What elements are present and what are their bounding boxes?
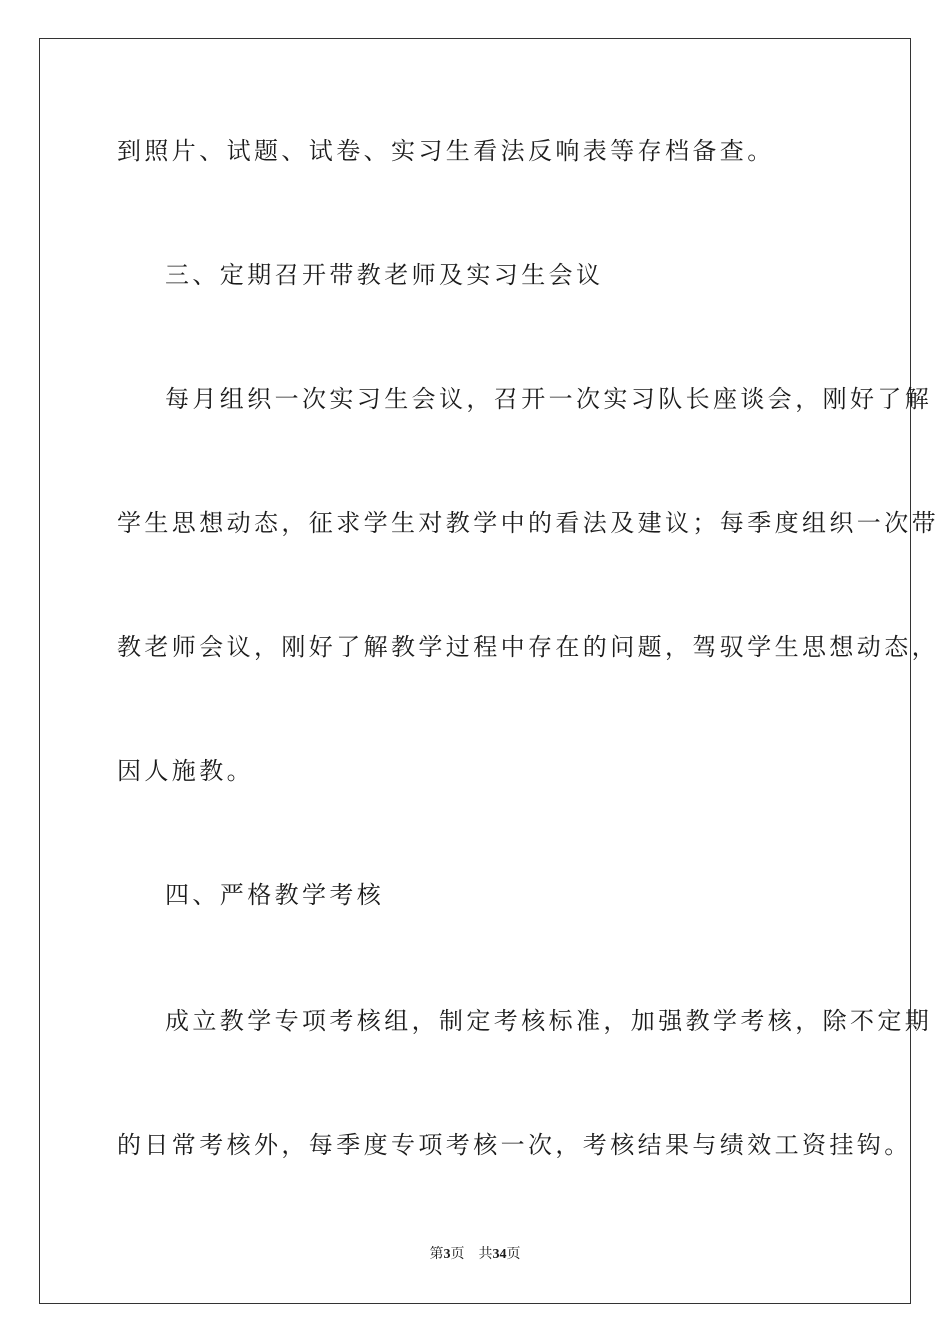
page-number: 3: [443, 1247, 451, 1262]
paragraph-line-1: 到照片、试题、试卷、实习生看法反响表等存档备查。: [117, 137, 775, 165]
section-heading-3: 三、定期召开带教老师及实习生会议: [165, 261, 604, 289]
paragraph-line-3: 学生思想动态，征求学生对教学中的看法及建议；每季度组织一次带: [117, 509, 939, 537]
page-footer: [0, 1246, 950, 1264]
total-suffix: 页: [506, 1247, 521, 1262]
total-pages: 34: [492, 1247, 507, 1262]
paragraph-line-2: 每月组织一次实习生会议，召开一次实习队长座谈会，刚好了解: [165, 385, 933, 413]
section-heading-4: 四、严格教学考核: [165, 881, 385, 909]
page-suffix: 页: [450, 1247, 465, 1262]
paragraph-line-7: 的日常考核外，每季度专项考核一次，考核结果与绩效工资挂钩。: [117, 1131, 912, 1159]
page-border: [39, 38, 911, 1304]
paragraph-line-5: 因人施教。: [117, 757, 254, 785]
total-prefix: 共: [478, 1247, 493, 1262]
page-prefix: 第: [429, 1247, 444, 1262]
paragraph-line-6: 成立教学专项考核组，制定考核标准，加强教学考核，除不定期: [165, 1007, 933, 1035]
paragraph-line-4: 教老师会议，刚好了解教学过程中存在的问题，驾驭学生思想动态，: [117, 633, 939, 661]
